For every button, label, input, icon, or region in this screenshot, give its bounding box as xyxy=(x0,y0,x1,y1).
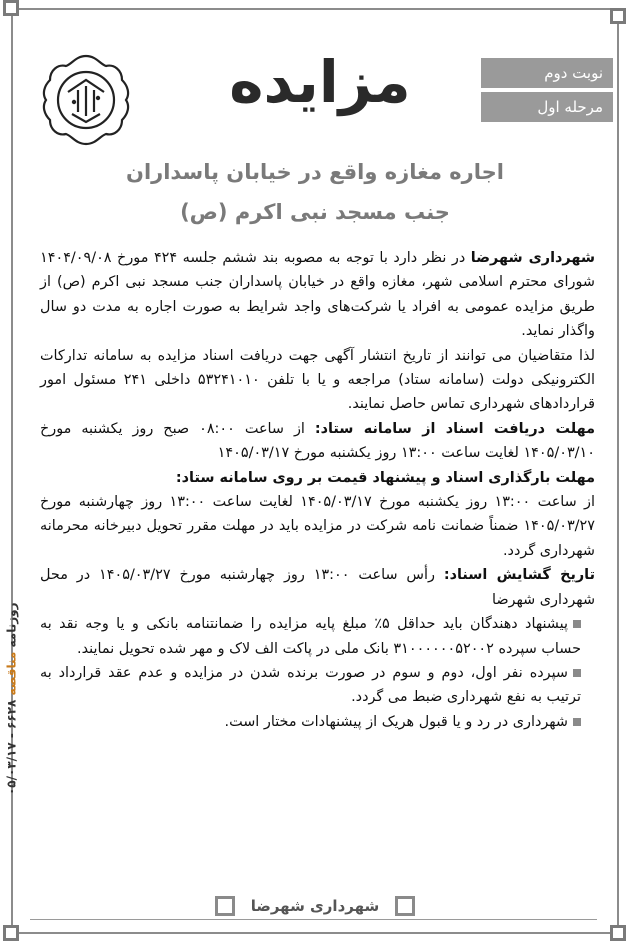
paragraph-upload-deadline xyxy=(40,466,595,490)
subtitle-line-2: جنب مسجد نبی اکرم (ص) xyxy=(180,200,450,224)
bullet-square-icon xyxy=(573,620,581,628)
paragraph-documents: لذا متقاضیان می توانند از تاریخ انتشار آگهی جهت دریافت اسناد مزایده به سامانه تدارکات الکترونیکی دولت (سامانه ستاد) مراجعه و یا با تلفن ۵۳۲۴۱۰۱۰ داخلی ۲۴۱ مسئول امور قراردادهای شهرداری تماس حاصل نمایند. xyxy=(40,347,595,413)
newspaper-name: مناقصه xyxy=(4,651,19,696)
paragraph-intro xyxy=(40,246,595,344)
footer-square-icon xyxy=(215,896,235,916)
frame-corner-top-left xyxy=(3,0,19,16)
paragraph-opening-date xyxy=(40,563,595,612)
publication-info xyxy=(4,602,25,796)
opening-date-text: رأس ساعت ۱۳:۰۰ روز چهارشنبه مورخ ۱۴۰۵/۰۳/۲۷ در محل شهرداری شهرضا xyxy=(40,567,595,608)
footer xyxy=(180,896,450,924)
list-item xyxy=(40,710,595,734)
upload-deadline-label: مهلت بارگذاری اسناد و پیشنهاد قیمت بر روی سامانه ستاد: xyxy=(175,469,595,486)
bullet-text: پیشنهاد دهندگان باید حداقل ۵٪ مبلغ پایه مزایده را ضمانتنامه بانکی و یا وجه نقد به حساب سپرده ۳۱۰۰۰۰۰۰۵۲۰۰۲ بانک ملی در پاکت الف لاک و مهر شده تحویل نمایند. xyxy=(40,616,581,657)
bullet-square-icon xyxy=(573,669,581,677)
bullet-text: سپرده نفر اول، دوم و سوم در صورت برنده شدن در مزایده و عدم عقد قرارداد به ترتیب به نفع شهرداری ضبط می گردد. xyxy=(40,664,581,706)
download-deadline-label: مهلت دریافت اسناد از سامانه ستاد: xyxy=(314,420,595,437)
list-item xyxy=(40,612,595,661)
opening-date-label: تاریخ گشایش اسناد: xyxy=(443,567,595,584)
frame-corner-bottom-left xyxy=(3,925,19,941)
footer-square-icon xyxy=(395,896,415,916)
publication-issue: ۶۶۲۸ - ۰۵/۰۳/۱۷ xyxy=(4,695,19,796)
subtitle-line-1: اجاره مغازه واقع در خیابان پاسداران xyxy=(126,160,504,184)
publication-prefix: روزنامه xyxy=(4,602,19,652)
footer-label: شهرداری شهرضا xyxy=(245,897,386,915)
tag-round: نوبت دوم xyxy=(481,58,613,88)
paragraph-intro-text: در نظر دارد با توجه به مصوبه بند ششم جلسه ۴۲۴ مورخ ۱۴۰۴/۰۹/۰۸ شورای محترم اسلامی شهر، مغازه واقع در خیابان پاسداران جنب مسجد نبی اکرم (ص) از طریق مزایده عمومی به افراد یا شرکت‌های واجد شرایط به صورت اجاره به مدت دو سال واگذار نماید. xyxy=(40,250,595,340)
municipality-name: شهرداری شهرضا xyxy=(470,250,596,266)
municipality-seal-logo xyxy=(38,52,134,148)
page-title: مزایده xyxy=(229,48,411,116)
paragraph-download-deadline xyxy=(40,417,595,466)
bullet-square-icon xyxy=(573,718,581,726)
list-item xyxy=(40,661,595,710)
frame-corner-top-right xyxy=(610,8,626,24)
notice-body xyxy=(40,246,595,734)
frame-corner-bottom-right xyxy=(610,925,626,941)
bullet-text: شهرداری در رد و یا قبول هریک از پیشنهادات مختار است. xyxy=(224,713,568,730)
tag-stage: مرحله اول xyxy=(481,92,613,122)
download-deadline-text: از ساعت ۰۸:۰۰ صبح روز یکشنبه مورخ ۱۴۰۵/۰۳/۱۰ لغایت ساعت ۱۳:۰۰ روز یکشنبه مورخ ۱۴۰۵/۰۳/۱۷ xyxy=(40,420,595,462)
upload-deadline-text: از ساعت ۱۳:۰۰ روز یکشنبه مورخ ۱۴۰۵/۰۳/۱۷ لغایت ساعت ۱۳:۰۰ روز چهارشنبه مورخ ۱۴۰۵/۰۳/۲۷ ضمناً ضمانت نامه شرکت در مزایده باید در مهلت مقرر تحویل دبیرخانه محرمانه شهرداری گردد. xyxy=(40,494,595,559)
